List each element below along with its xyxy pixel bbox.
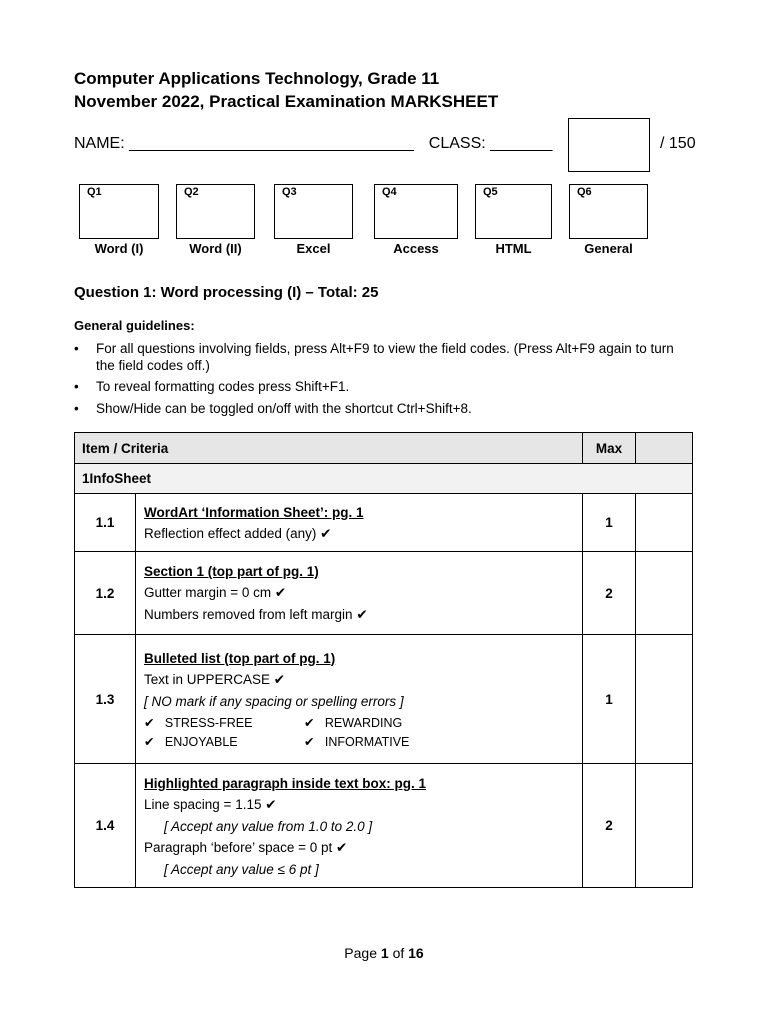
bullet-icon: • (74, 401, 79, 416)
footer-of: of (392, 945, 405, 961)
mark-cell[interactable] (636, 764, 693, 888)
col-mark (636, 433, 693, 464)
list-item (304, 734, 464, 749)
q3-code: Q3 (282, 186, 297, 198)
criteria-cell (136, 552, 583, 635)
criteria-heading: Bulleted list (top part of pg. 1) (144, 650, 336, 666)
q2-label: Word (II) (189, 241, 242, 256)
q2-code: Q2 (184, 186, 199, 198)
criteria-heading: Section 1 (top part of pg. 1) (144, 564, 319, 579)
q3-mark-box (274, 184, 353, 239)
total-pages: 16 (408, 945, 424, 961)
section-title: 1InfoSheet (75, 464, 693, 494)
mark-cell[interactable] (636, 552, 693, 635)
max-mark: 2 (583, 552, 636, 635)
check-icon: ✔ (144, 715, 155, 730)
q5-code: Q5 (483, 186, 498, 198)
criteria-note: [ NO mark if any spacing or spelling errors ] (144, 693, 404, 709)
criteria-heading: Highlighted paragraph inside text box: pg. 1 (144, 775, 427, 791)
criteria-cell (136, 764, 583, 888)
bullet-icon: • (74, 379, 79, 394)
table-row (75, 552, 693, 635)
list-item-text: ENJOYABLE (164, 734, 238, 749)
list-item-text: STRESS-FREE (164, 715, 253, 730)
check-icon: ✔ (304, 734, 315, 749)
q5-label: HTML (495, 241, 532, 256)
mark-cell[interactable] (636, 494, 693, 552)
current-page: 1 (380, 945, 389, 961)
list-item (144, 715, 304, 730)
item-number: 1.4 (75, 764, 136, 888)
col-max: Max (583, 433, 636, 464)
max-mark: 1 (583, 494, 636, 552)
list-item (144, 734, 304, 749)
table-row (75, 764, 693, 888)
list-item-text: INFORMATIVE (324, 734, 410, 749)
bullet-icon: • (74, 341, 79, 356)
q6-code: Q6 (577, 186, 592, 198)
q1-code: Q1 (87, 186, 102, 198)
mark-cell[interactable] (636, 635, 693, 764)
list-item-text: REWARDING (324, 715, 403, 730)
criteria-line: Numbers removed from left margin ✔ (144, 607, 368, 622)
list-item (304, 715, 464, 730)
guideline-text: To reveal formatting codes press Shift+F1. (96, 379, 350, 394)
q2-mark-box (176, 184, 255, 239)
q6-label: General (584, 241, 633, 256)
marking-table (74, 432, 693, 888)
q4-label: Access (393, 241, 439, 256)
section-row (75, 464, 693, 494)
criteria-line: Gutter margin = 0 cm ✔ (144, 585, 287, 600)
guideline-text: Show/Hide can be toggled on/off with the shortcut Ctrl+Shift+8. (96, 401, 472, 416)
title-line-2: November 2022, Practical Examination MARKSHEET (74, 92, 499, 111)
criteria-cell (136, 635, 583, 764)
check-icon: ✔ (144, 734, 155, 749)
guideline-text: For all questions involving fields, press Alt+F9 to view the field codes. (Press Alt+F9 again to turn the field codes off.) (96, 341, 674, 373)
criteria-note: [ Accept any value ≤ 6 pt ] (164, 861, 319, 877)
footer-prefix: Page (344, 945, 377, 961)
item-number: 1.2 (75, 552, 136, 635)
table-row (75, 635, 693, 764)
name-row (74, 135, 552, 153)
q3-label: Excel (296, 241, 331, 256)
q4-code: Q4 (382, 186, 397, 198)
item-number: 1.1 (75, 494, 136, 552)
page-footer (0, 945, 768, 961)
q1-label: Word (I) (94, 241, 144, 256)
table-header-row (75, 433, 693, 464)
question-1-title: Question 1: Word processing (I) – Total: 25 (74, 284, 379, 301)
criteria-line: Reflection effect added (any) ✔ (144, 525, 332, 541)
criteria-line: Text in UPPERCASE ✔ (144, 671, 286, 687)
max-mark: 2 (583, 764, 636, 888)
total-mark-box (568, 118, 650, 172)
title-line-1: Computer Applications Technology, Grade 11 (74, 69, 440, 88)
criteria-line: Paragraph ‘before’ space = 0 pt ✔ (144, 839, 348, 855)
item-number: 1.3 (75, 635, 136, 764)
class-field: CLASS: _______ (428, 135, 553, 152)
criteria-cell (136, 494, 583, 552)
col-item-criteria: Item / Criteria (75, 433, 583, 464)
q6-mark-box (569, 184, 648, 239)
q4-mark-box (374, 184, 458, 239)
total-out-of: / 150 (660, 135, 696, 152)
name-field: NAME: ________________________________ (74, 135, 414, 152)
check-icon: ✔ (304, 715, 315, 730)
q1-mark-box (79, 184, 159, 239)
criteria-heading: WordArt ‘Information Sheet’: pg. 1 (144, 504, 364, 520)
uppercase-list (144, 715, 574, 749)
criteria-note: [ Accept any value from 1.0 to 2.0 ] (164, 818, 373, 834)
guidelines-heading: General guidelines: (74, 318, 195, 333)
max-mark: 1 (583, 635, 636, 764)
q5-mark-box (475, 184, 552, 239)
criteria-line: Line spacing = 1.15 ✔ (144, 796, 277, 812)
table-row (75, 494, 693, 552)
